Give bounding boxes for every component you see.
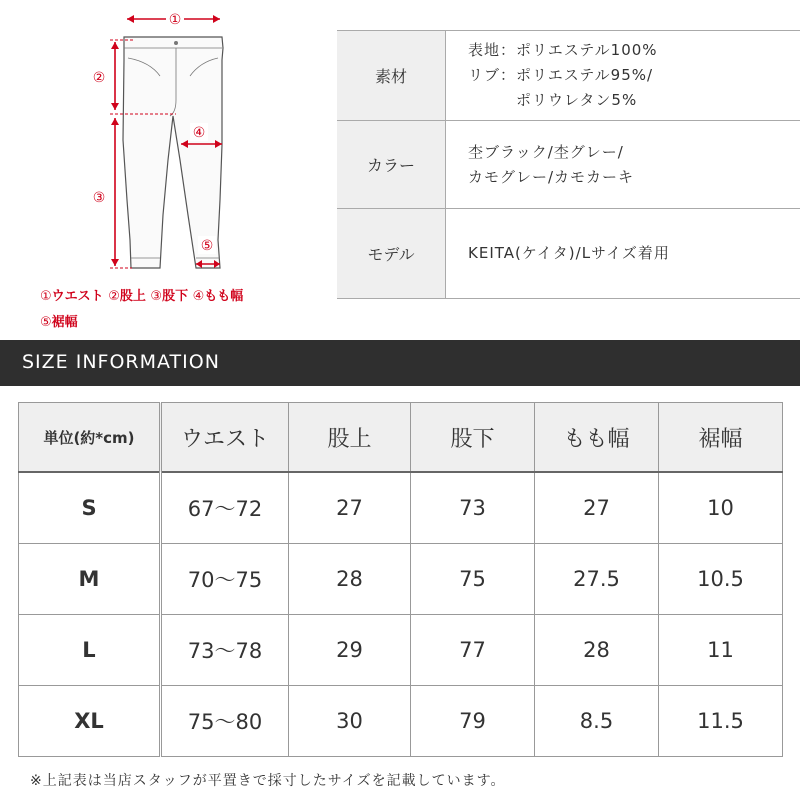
color-line: カモグレー/カモカーキ	[468, 167, 635, 186]
table-cell: 27	[535, 472, 659, 544]
table-cell: 67～72	[161, 472, 289, 544]
color-line: 杢ブラック/杢グレー/	[468, 142, 624, 161]
table-cell: 10	[659, 472, 783, 544]
legend-line-1	[40, 285, 243, 304]
header-rise: 股上	[289, 403, 411, 473]
table-cell: 79	[411, 686, 535, 757]
material-label: 素材	[337, 31, 446, 121]
size-cell: XL	[19, 686, 161, 757]
size-information-banner	[0, 340, 800, 386]
legend-num: ⑤	[40, 315, 52, 330]
header-inseam: 股下	[411, 403, 535, 473]
marker-1: ①	[168, 12, 182, 28]
model-value	[446, 209, 800, 299]
material-value	[446, 31, 800, 121]
measurement-note: ※上記表は当店スタッフが平置きで採寸したサイズを記載しています。	[30, 773, 506, 789]
table-row	[19, 686, 783, 757]
legend-label: 股下	[162, 289, 189, 304]
spec-table	[337, 30, 800, 299]
table-row	[19, 472, 783, 544]
table-cell: 77	[411, 615, 535, 686]
marker-4: ④	[192, 125, 206, 141]
legend-label: ウエスト	[51, 289, 104, 304]
spec-row-color	[337, 121, 800, 209]
table-cell: 75～80	[161, 686, 289, 757]
color-value	[446, 121, 800, 209]
model-label: モデル	[337, 209, 446, 299]
legend-num: ②	[108, 289, 120, 304]
legend-label: もも幅	[204, 289, 244, 304]
table-cell: 73～78	[161, 615, 289, 686]
model-line: KEITA(ケイタ)/Lサイズ着用	[468, 244, 670, 262]
table-cell: 8.5	[535, 686, 659, 757]
table-row	[19, 615, 783, 686]
material-line: リブ：ポリエステル95%/	[468, 66, 654, 84]
table-cell: 73	[411, 472, 535, 544]
table-row	[19, 544, 783, 615]
legend-line-2	[40, 311, 78, 330]
table-cell: 27	[289, 472, 411, 544]
spec-row-material	[337, 31, 800, 121]
table-cell: 75	[411, 544, 535, 615]
size-cell: L	[19, 615, 161, 686]
legend-num: ③	[150, 289, 163, 304]
table-cell: 28	[535, 615, 659, 686]
marker-2: ②	[92, 70, 106, 86]
legend-label: 股上	[119, 289, 146, 304]
table-cell: 10.5	[659, 544, 783, 615]
marker-5: ⑤	[200, 238, 214, 254]
legend-num: ①	[40, 289, 52, 304]
material-line: 表地：ポリエステル100%	[468, 41, 658, 59]
table-cell: 11.5	[659, 686, 783, 757]
size-table	[18, 402, 783, 757]
size-cell: M	[19, 544, 161, 615]
table-cell: 27.5	[535, 544, 659, 615]
table-cell: 29	[289, 615, 411, 686]
legend-num: ④	[192, 289, 205, 304]
banner-title: SIZE INFORMATION	[22, 351, 220, 373]
header-hem: 裾幅	[659, 403, 783, 473]
size-cell: S	[19, 472, 161, 544]
header-unit: 単位(約*cm)	[19, 403, 161, 473]
color-label: カラー	[337, 121, 446, 209]
size-table-header	[19, 403, 783, 473]
marker-3: ③	[92, 190, 106, 206]
header-waist: ウエスト	[161, 403, 289, 473]
table-cell: 70～75	[161, 544, 289, 615]
spec-row-model	[337, 209, 800, 299]
table-cell: 11	[659, 615, 783, 686]
measurement-diagram	[0, 0, 330, 335]
header-thigh: もも幅	[535, 403, 659, 473]
table-cell: 28	[289, 544, 411, 615]
table-cell: 30	[289, 686, 411, 757]
material-line: ポリウレタン5%	[468, 91, 638, 109]
legend-label: 裾幅	[51, 315, 78, 330]
